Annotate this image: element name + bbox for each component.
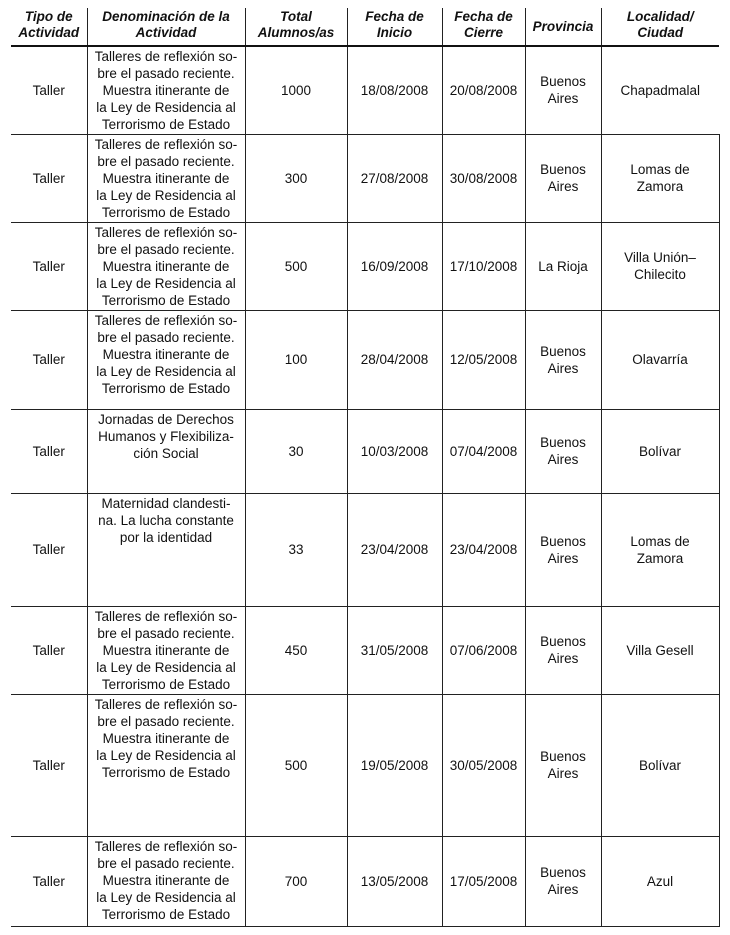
- cell-fecha-cierre-text: 20/08/2008: [449, 82, 518, 98]
- cell-total-text: 700: [284, 873, 308, 889]
- cell-tipo-text: Taller: [32, 542, 65, 557]
- cell-total: [245, 836, 347, 926]
- cell-fecha-inicio: [347, 310, 442, 409]
- cell-tipo-text: Taller: [32, 642, 65, 658]
- cell-provincia-text: Buenos Aires: [540, 343, 586, 376]
- cell-fecha-inicio-text: 13/05/2008: [360, 873, 429, 889]
- table-row: [11, 409, 719, 493]
- table-row: [11, 606, 719, 694]
- cell-fecha-inicio-text: 16/09/2008: [360, 258, 429, 274]
- cell-tipo: [11, 694, 87, 836]
- cell-denominacion: [87, 46, 245, 134]
- cell-total-text: 500: [284, 757, 308, 773]
- cell-provincia-text: Buenos Aires: [540, 865, 586, 897]
- cell-provincia-text: Buenos Aires: [540, 634, 586, 666]
- cell-fecha-cierre: [442, 493, 525, 606]
- cell-tipo: [11, 409, 87, 493]
- cell-denominacion: [87, 310, 245, 409]
- cell-denominacion: [87, 222, 245, 310]
- table-row: [11, 46, 719, 134]
- cell-denominacion-text: Talleres de reflexión so- bre el pasado reciente. Muestra itinerante de la Ley de Residencia al Terrorismo de Estado: [94, 312, 238, 396]
- header-provincia: Provincia: [525, 8, 601, 46]
- cell-localidad: [601, 606, 719, 694]
- cell-fecha-cierre-text: 30/05/2008: [449, 757, 518, 773]
- cell-tipo-text: Taller: [32, 82, 65, 98]
- cell-fecha-inicio: [347, 409, 442, 493]
- cell-fecha-cierre-text: 07/06/2008: [449, 642, 518, 658]
- cell-denominacion: [87, 606, 245, 694]
- cell-provincia: [525, 134, 601, 222]
- cell-tipo: [11, 310, 87, 409]
- cell-total: [245, 134, 347, 222]
- cell-fecha-inicio-text: 28/04/2008: [360, 352, 429, 367]
- cell-denominacion: [87, 134, 245, 222]
- cell-provincia-text: Buenos Aires: [540, 749, 586, 781]
- cell-localidad: [601, 409, 719, 493]
- cell-fecha-cierre: [442, 46, 525, 134]
- cell-tipo-text: Taller: [32, 258, 65, 274]
- cell-total: [245, 694, 347, 836]
- cell-total: [245, 46, 347, 134]
- cell-localidad-text: Bolívar: [638, 757, 682, 773]
- cell-fecha-cierre-text: 07/04/2008: [449, 443, 518, 459]
- cell-tipo: [11, 222, 87, 310]
- cell-provincia: [525, 46, 601, 134]
- cell-fecha-inicio-text: 10/03/2008: [360, 443, 429, 459]
- cell-fecha-cierre-text: 23/04/2008: [449, 542, 518, 557]
- cell-fecha-cierre: [442, 134, 525, 222]
- cell-denominacion-text: Talleres de reflexión so- bre el pasado reciente. Muestra itinerante de la Ley de Residencia al Terrorismo de Estado: [94, 608, 238, 692]
- table-row: [11, 694, 719, 836]
- cell-denominacion: [87, 493, 245, 606]
- cell-provincia: [525, 310, 601, 409]
- cell-denominacion-text: Talleres de reflexión so- bre el pasado reciente. Muestra itinerante de la Ley de Residencia al Terrorismo de Estado: [94, 49, 238, 132]
- cell-tipo: [11, 836, 87, 926]
- cell-localidad-text: Olavarría: [632, 352, 688, 367]
- cell-localidad-text: Lomas de Zamora: [630, 533, 690, 566]
- cell-localidad-text: Villa Unión– Chilecito: [624, 250, 696, 282]
- header-fecha-cierre: Fecha de Cierre: [442, 8, 525, 46]
- cell-tipo: [11, 493, 87, 606]
- cell-total-text: 450: [284, 642, 308, 658]
- cell-denominacion: [87, 409, 245, 493]
- cell-fecha-inicio: [347, 134, 442, 222]
- cell-fecha-cierre: [442, 836, 525, 926]
- cell-fecha-cierre: [442, 409, 525, 493]
- header-total-alumnos: Total Alumnos/as: [245, 8, 347, 46]
- cell-fecha-cierre-text: 30/08/2008: [449, 170, 518, 186]
- cell-total-text: 33: [288, 542, 304, 557]
- cell-localidad: [601, 694, 719, 836]
- cell-provincia: [525, 836, 601, 926]
- cell-localidad: [601, 222, 719, 310]
- cell-total-text: 100: [284, 352, 308, 367]
- cell-localidad-text: Bolívar: [638, 443, 682, 459]
- header-tipo: Tipo de Actividad: [11, 8, 87, 46]
- table-header: [11, 8, 719, 46]
- cell-fecha-inicio-text: 31/05/2008: [360, 642, 429, 658]
- table-row: [11, 836, 719, 926]
- cell-fecha-inicio: [347, 46, 442, 134]
- cell-denominacion: [87, 836, 245, 926]
- cell-tipo-text: Taller: [32, 443, 65, 459]
- cell-denominacion-text: Maternidad clandesti- na. La lucha constante por la identidad: [98, 495, 234, 545]
- cell-provincia-text: Buenos Aires: [540, 533, 586, 566]
- cell-fecha-inicio: [347, 836, 442, 926]
- header-row: [11, 8, 719, 46]
- cell-tipo: [11, 606, 87, 694]
- cell-denominacion-text: Talleres de reflexión so- bre el pasado reciente. Muestra itinerante de la Ley de Residencia al Terrorismo de Estado: [94, 838, 238, 922]
- cell-fecha-inicio-text: 18/08/2008: [360, 82, 429, 98]
- table-row: [11, 222, 719, 310]
- cell-tipo: [11, 46, 87, 134]
- cell-tipo-text: Taller: [32, 352, 65, 367]
- table-row: [11, 493, 719, 606]
- cell-tipo-text: Taller: [32, 757, 65, 773]
- cell-localidad-text: Chapadmalal: [620, 82, 701, 98]
- cell-total-text: 1000: [280, 82, 312, 98]
- cell-total: [245, 310, 347, 409]
- cell-provincia-text: Buenos Aires: [540, 74, 586, 107]
- cell-tipo: [11, 134, 87, 222]
- cell-fecha-cierre-text: 17/10/2008: [449, 258, 518, 274]
- cell-provincia: [525, 222, 601, 310]
- cell-total: [245, 222, 347, 310]
- cell-provincia: [525, 606, 601, 694]
- cell-fecha-cierre: [442, 606, 525, 694]
- cell-denominacion-text: Talleres de reflexión so- bre el pasado reciente. Muestra itinerante de la Ley de Residencia al Terrorismo de Estado: [94, 696, 238, 780]
- cell-localidad-text: Azul: [646, 873, 674, 889]
- cell-fecha-inicio: [347, 493, 442, 606]
- table-body: [11, 46, 719, 926]
- cell-fecha-cierre: [442, 310, 525, 409]
- cell-localidad-text: Villa Gesell: [626, 642, 694, 658]
- cell-localidad: [601, 310, 719, 409]
- cell-denominacion-text: Talleres de reflexión so- bre el pasado reciente. Muestra itinerante de la Ley de Residencia al Terrorismo de Estado: [94, 224, 238, 308]
- header-fecha-inicio: Fecha de Inicio: [347, 8, 442, 46]
- cell-tipo-text: Taller: [32, 873, 65, 889]
- header-localidad: Localidad/ Ciudad: [601, 8, 719, 46]
- cell-fecha-inicio: [347, 606, 442, 694]
- cell-provincia: [525, 409, 601, 493]
- cell-fecha-cierre: [442, 694, 525, 836]
- cell-total-text: 30: [288, 443, 304, 459]
- cell-provincia: [525, 694, 601, 836]
- cell-localidad: [601, 46, 719, 134]
- cell-denominacion-text: Talleres de reflexión so- bre el pasado reciente. Muestra itinerante de la Ley de Residencia al Terrorismo de Estado: [94, 136, 238, 220]
- cell-localidad-text: Lomas de Zamora: [630, 162, 690, 194]
- table-row: [11, 310, 719, 409]
- cell-localidad: [601, 134, 719, 222]
- cell-tipo-text: Taller: [32, 170, 65, 186]
- table-row: [11, 134, 719, 222]
- cell-fecha-inicio-text: 19/05/2008: [360, 757, 429, 773]
- cell-total-text: 500: [284, 258, 308, 274]
- cell-provincia-text: La Rioja: [538, 258, 588, 274]
- cell-denominacion: [87, 694, 245, 836]
- activities-table: [11, 8, 720, 927]
- cell-localidad: [601, 493, 719, 606]
- cell-total: [245, 606, 347, 694]
- cell-fecha-cierre-text: 12/05/2008: [449, 352, 518, 367]
- cell-provincia: [525, 493, 601, 606]
- cell-total: [245, 493, 347, 606]
- cell-provincia-text: Buenos Aires: [540, 435, 586, 467]
- cell-fecha-cierre: [442, 222, 525, 310]
- cell-fecha-inicio-text: 23/04/2008: [360, 542, 429, 557]
- cell-total: [245, 409, 347, 493]
- cell-fecha-inicio: [347, 694, 442, 836]
- cell-provincia-text: Buenos Aires: [540, 162, 586, 194]
- cell-fecha-cierre-text: 17/05/2008: [449, 873, 518, 889]
- cell-localidad: [601, 836, 719, 926]
- cell-fecha-inicio: [347, 222, 442, 310]
- header-denominacion: Denominación de la Actividad: [87, 8, 245, 46]
- cell-total-text: 300: [284, 170, 308, 186]
- cell-fecha-inicio-text: 27/08/2008: [360, 170, 429, 186]
- cell-denominacion-text: Jornadas de Derechos Humanos y Flexibiliza- ción Social: [98, 411, 234, 461]
